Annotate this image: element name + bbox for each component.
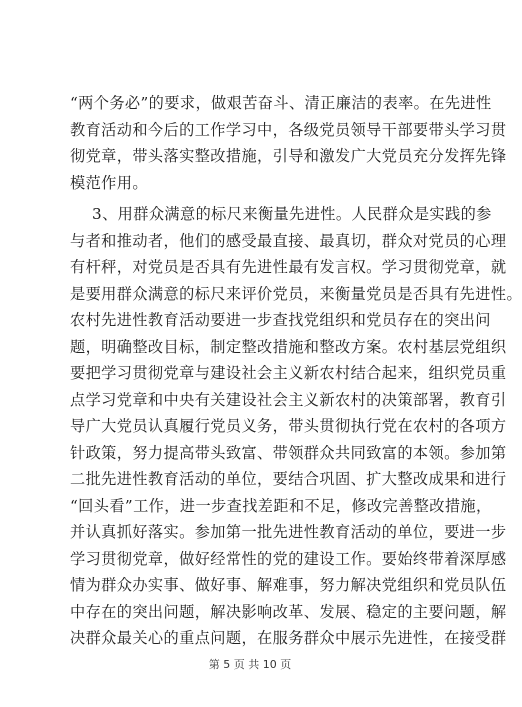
text-line: 教育活动和今后的工作学习中，各级党员领导干部要带头学习贯 (70, 120, 507, 139)
text-line: 二批先进性教育活动的单位，要结合巩固、扩大整改成果和进行 (70, 470, 507, 488)
body-text (70, 90, 522, 652)
text-line: 模范作用。 (70, 173, 148, 192)
text-line: 并认真抓好落实。参加第一批先进性教育活动的单位，要进一步 (70, 523, 507, 541)
text-line: 情为群众办实事、做好事、解难事，努力解决党组织和党员队伍 (70, 576, 507, 594)
text-line: 要把学习贯彻党章与建设社会主义新农村结合起来，组织党员重 (70, 364, 507, 382)
text-line: 有杆秤，对党员是否具有先进性最有发言权。学习贯彻党章，就 (70, 258, 507, 276)
text-line-indented: 3、用群众满意的标尺来衡量先进性。人民群众是实践的参 (92, 205, 492, 223)
text-line: “回头看”工作，进一步查找差距和不足，修改完善整改措施， (70, 496, 492, 515)
text-line: 决群众最关心的重点问题，在服务群众中展示先进性，在接受群 (70, 629, 507, 647)
text-line: 学习贯彻党章，做好经常性的党的建设工作。要始终带着深厚感 (70, 549, 507, 568)
text-line: 彻党章，带头落实整改措施，引导和激发广大党员充分发挥先锋 (70, 147, 507, 165)
paragraph-2 (70, 201, 522, 652)
text-line: 中存在的突出问题，解决影响改革、发展、稳定的主要问题，解 (70, 602, 507, 621)
paragraph-1 (70, 90, 507, 196)
text-line: “两个务必”的要求，做艰苦奋斗、清正廉洁的表率。在先进性 (70, 94, 492, 112)
text-line: 点学习党章和中央有关建设社会主义新农村的决策部署，教育引 (70, 390, 507, 409)
text-line: 题，明确整改目标，制定整改措施和整改方案。农村基层党组织 (70, 337, 507, 356)
text-line: 针政策，努力提高带头致富、带领群众共同致富的本领。参加第 (70, 443, 507, 462)
text-line: 导广大党员认真履行党员义务，带头贯彻执行党在农村的各项方 (70, 417, 507, 435)
text-line: 农村先进性教育活动要进一步查找党组织和党员存在的突出问 (70, 311, 491, 329)
page-number: 第 5 页 共 10 页 (208, 658, 292, 671)
page-footer (0, 656, 500, 672)
text-line: 与者和推动者，他们的感受最直接、最真切，群众对党员的心理 (70, 231, 507, 250)
text-line: 是要用群众满意的标尺来评价党员，来衡量党员是否具有先进性。 (70, 284, 522, 303)
